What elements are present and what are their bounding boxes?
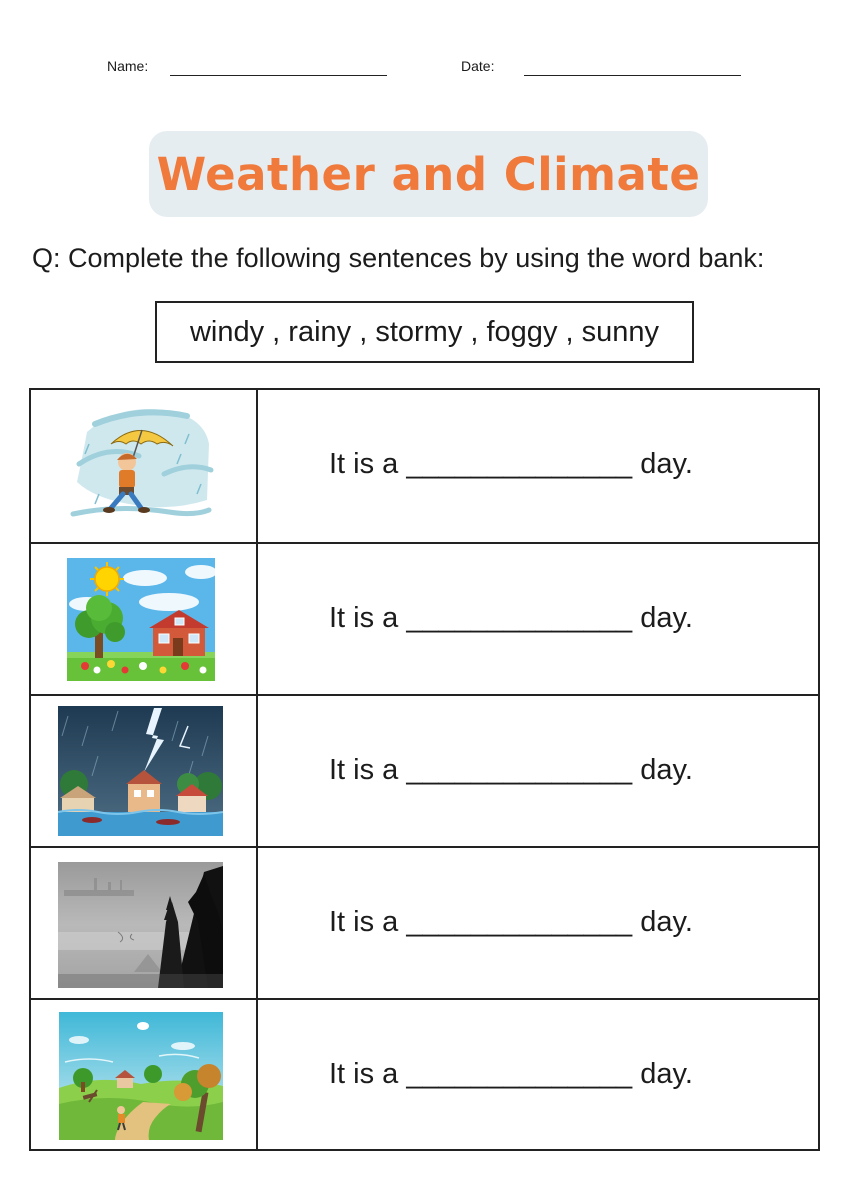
word-bank-text: windy , rainy , stormy , foggy , sunny [189,315,659,348]
picture-cell [31,544,258,694]
picture-cell [31,390,258,542]
stormy-day-picture [58,706,223,836]
table-row [31,390,818,542]
foggy-day-picture [58,862,223,988]
sentence-text: It is a ______________ day. [329,1058,693,1090]
sentence-text: It is a ______________ day. [329,448,693,480]
date-line[interactable] [524,75,741,76]
picture-cell [31,1000,258,1150]
sunny-day-picture [67,558,215,681]
picture-cell [31,848,258,998]
question-text: Q: Complete the following sentences by using the word bank: [32,243,765,273]
picture-cell [31,696,258,846]
table-row [31,694,818,846]
table-row [31,542,818,694]
windy-day-picture [59,1012,223,1140]
sentence-text: It is a ______________ day. [329,906,693,938]
sentence-text: It is a ______________ day. [329,602,693,634]
table-row [31,846,818,998]
page-title: Weather and Climate [156,147,701,201]
word-bank-box [155,301,694,363]
title-banner [149,131,708,217]
rainy-day-picture [69,404,215,520]
name-line[interactable] [170,75,387,76]
date-label: Date: [461,58,495,74]
sentence-text: It is a ______________ day. [329,754,693,786]
table-row [31,998,818,1150]
name-label: Name: [107,58,149,74]
worksheet-table [29,388,820,1151]
